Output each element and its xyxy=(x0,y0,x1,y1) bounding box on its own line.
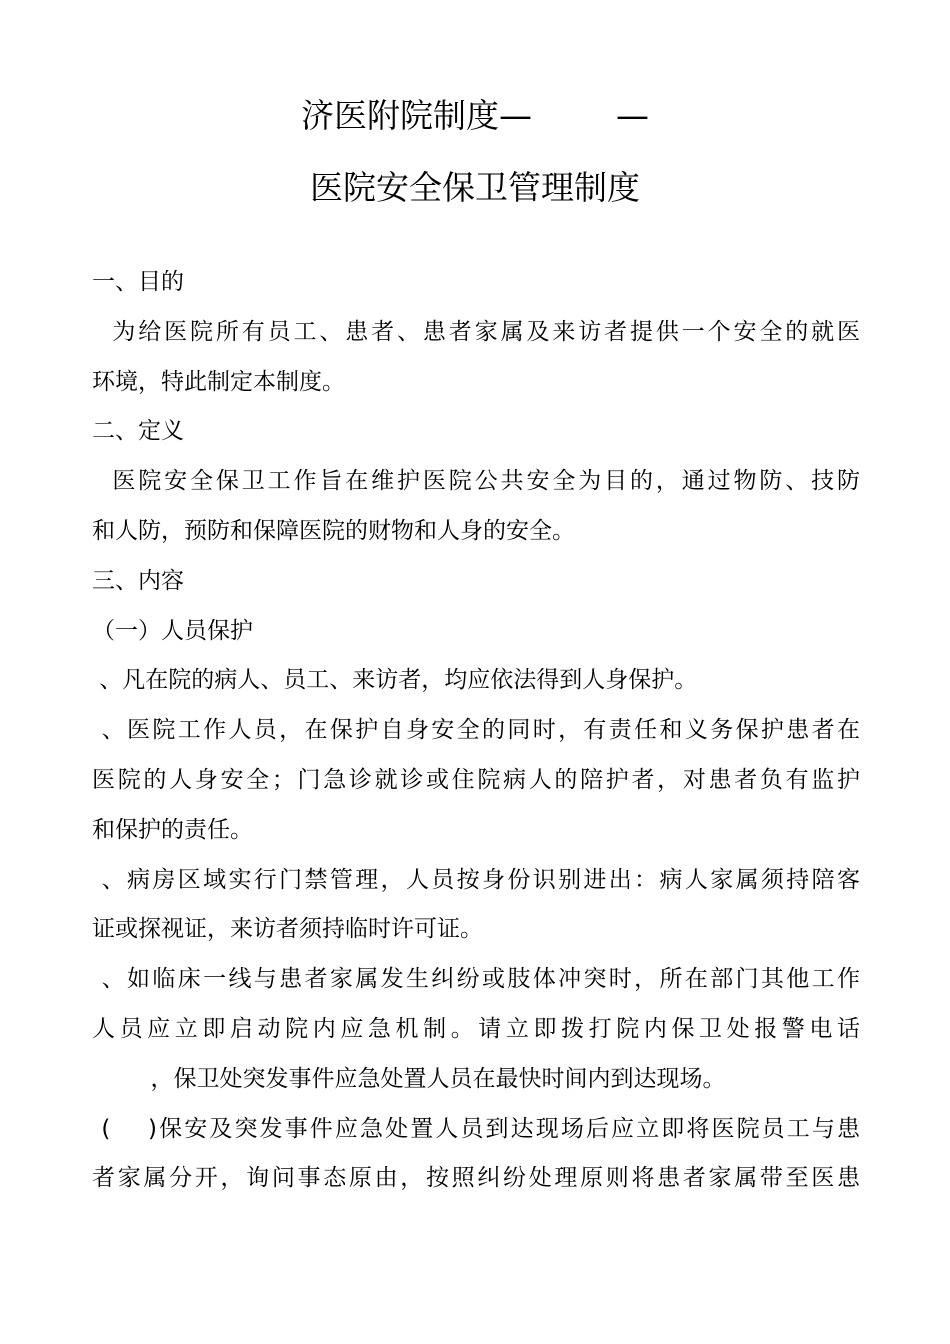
list-item: 、凡在院的病人、员工、来访者，均应依法得到人身保护。 xyxy=(92,667,698,694)
document-subtitle: 医院安全保卫管理制度 xyxy=(310,168,640,207)
list-item: 、医院工作人员，在保护自身安全的同时，有责任和义务保护患者在 xyxy=(92,717,860,744)
document-title: 济医附院制度— — xyxy=(301,96,649,135)
list-item: 、病房区域实行门禁管理，人员按身份识别进出：病人家属须持陪客 xyxy=(92,866,860,893)
paragraph-line: 和保护的责任。 xyxy=(92,816,253,843)
list-item: 、如临床一线与患者家属发生纠纷或肢体冲突时，所在部门其他工作 xyxy=(92,966,860,993)
subsection-heading-personnel-protection: （一）人员保护 xyxy=(92,617,253,644)
paragraph-line: 证或探视证，来访者须持临时许可证。 xyxy=(92,916,483,943)
paragraph-line: 医院安全保卫工作旨在维护医院公共安全为目的，通过物防、技防 xyxy=(92,468,860,495)
section-heading-definition: 二、定义 xyxy=(92,418,184,445)
paragraph-line: 人员应立即启动院内应急机制。请立即拨打院内保卫处报警电话 xyxy=(92,1015,860,1042)
paragraph-line: 医院的人身安全；门急诊就诊或住院病人的陪护者，对患者负有监护 xyxy=(92,766,860,793)
section-heading-purpose: 一、目的 xyxy=(92,269,184,295)
section-heading-content: 三、内容 xyxy=(92,567,184,594)
paragraph-line: ，保卫处突发事件应急处置人员在最快时间内到达现场。 xyxy=(92,1065,726,1092)
paragraph-line: 和人防，预防和保障医院的财物和人身的安全。 xyxy=(92,517,575,544)
paragraph-line: 环境，特此制定本制度。 xyxy=(92,368,345,395)
paragraph-line: 为给医院所有员工、患者、患者家属及来访者提供一个安全的就医 xyxy=(92,318,860,345)
list-item: ( )保安及突发事件应急处置人员到达现场后应立即将医院员工与患 xyxy=(92,1115,860,1142)
paragraph-line: 者家属分开，询问事态原由，按照纠纷处理原则将患者家属带至医患 xyxy=(92,1165,860,1192)
document-body xyxy=(92,263,860,1209)
